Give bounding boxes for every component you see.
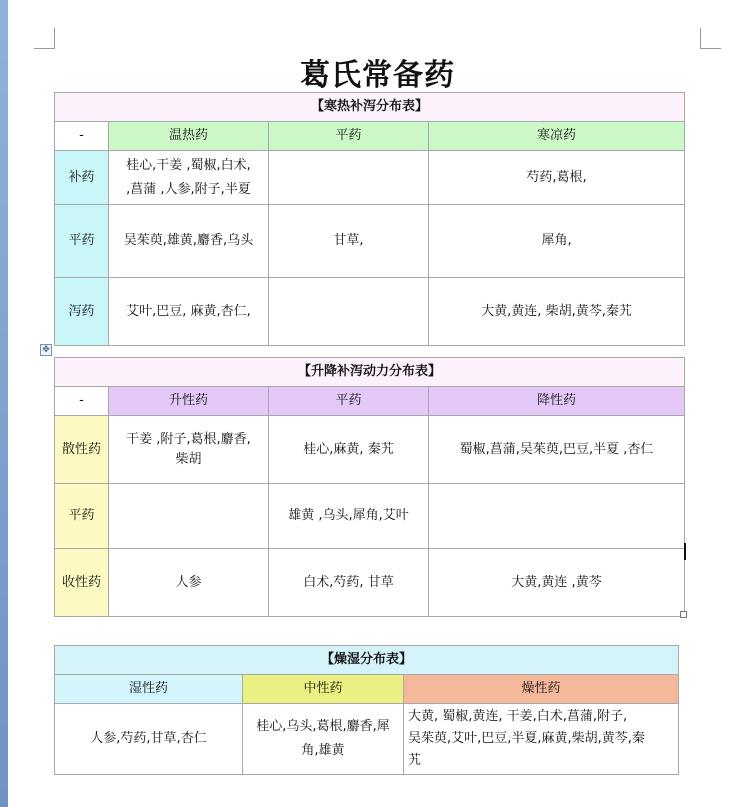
column-header: 湿性药 (55, 675, 243, 704)
table-cell[interactable]: 大黄,黄连, 柴胡,黄芩,秦艽 (429, 278, 685, 346)
column-header: 温热药 (109, 122, 269, 151)
table-cell[interactable]: 犀角, (429, 205, 685, 278)
document-page[interactable] (8, 0, 747, 807)
column-header: 降性药 (429, 387, 685, 416)
column-header: 中性药 (243, 675, 404, 704)
window-background (0, 0, 8, 807)
lift-lower-table[interactable] (54, 357, 685, 617)
crop-mark-top-left (34, 28, 55, 49)
row-header: 平药 (55, 484, 109, 549)
table-cell[interactable]: 蜀椒,菖蒲,吴茱萸,巴豆,半夏 ,杏仁 (429, 416, 685, 484)
column-header: 平药 (269, 387, 429, 416)
row-header: 散性药 (55, 416, 109, 484)
row-header: 补药 (55, 151, 109, 205)
row-header: 收性药 (55, 549, 109, 617)
table-cell[interactable]: 芍药,葛根, (429, 151, 685, 205)
corner-cell: - (55, 387, 109, 416)
move-icon[interactable]: ✥ (40, 344, 52, 356)
table-cell[interactable]: 桂心,干姜 ,蜀椒,白术, ,菖蒲 ,人参,附子,半夏 (109, 151, 269, 205)
table-cell[interactable] (269, 278, 429, 346)
crop-mark-top-right (700, 28, 721, 49)
column-header: 寒凉药 (429, 122, 685, 151)
table-cell[interactable] (269, 151, 429, 205)
table-cell[interactable] (429, 484, 685, 549)
table-cell[interactable]: 大黄, 蜀椒,黄连, 干姜,白术,菖蒲,附子, 吴茱萸,艾叶,巴豆,半夏,麻黄,柴胡,黄芩,秦 艽 (404, 704, 679, 775)
table-cell[interactable]: 白术,芍药, 甘草 (269, 549, 429, 617)
column-header: 平药 (269, 122, 429, 151)
row-header: 平药 (55, 205, 109, 278)
table-cell[interactable] (109, 484, 269, 549)
table-caption: 【燥湿分布表】 (55, 646, 679, 675)
table-resize-handle[interactable] (680, 611, 687, 618)
table-cell[interactable]: 甘草, (269, 205, 429, 278)
row-header: 泻药 (55, 278, 109, 346)
column-header: 燥性药 (404, 675, 679, 704)
document-title[interactable]: 葛氏常备药 (300, 58, 455, 93)
table-cell[interactable]: 吴茱萸,雄黄,麝香,乌头 (109, 205, 269, 278)
corner-cell: - (55, 122, 109, 151)
table-cell[interactable]: 艾叶,巴豆, 麻黄,杏仁, (109, 278, 269, 346)
table-cell[interactable]: 桂心,乌头,葛根,麝香,犀 角,雄黄 (243, 704, 404, 775)
dry-damp-table[interactable] (54, 645, 679, 775)
cold-heat-table[interactable] (54, 92, 685, 346)
table-cell[interactable]: 大黄,黄连 ,黄芩 (429, 549, 685, 617)
table-cell[interactable]: 人参 (109, 549, 269, 617)
table-cell[interactable]: 桂心,麻黄, 秦艽 (269, 416, 429, 484)
column-header: 升性药 (109, 387, 269, 416)
table-cell[interactable]: 雄黄 ,乌头,犀角,艾叶 (269, 484, 429, 549)
table-caption: 【寒热补泻分布表】 (55, 93, 685, 122)
table-cell[interactable]: 人参,芍药,甘草,杏仁 (55, 704, 243, 775)
text-cursor (684, 543, 686, 560)
table-cell[interactable]: 干姜 ,附子,葛根,麝香, 柴胡 (109, 416, 269, 484)
table-caption: 【升降补泻动力分布表】 (55, 358, 685, 387)
